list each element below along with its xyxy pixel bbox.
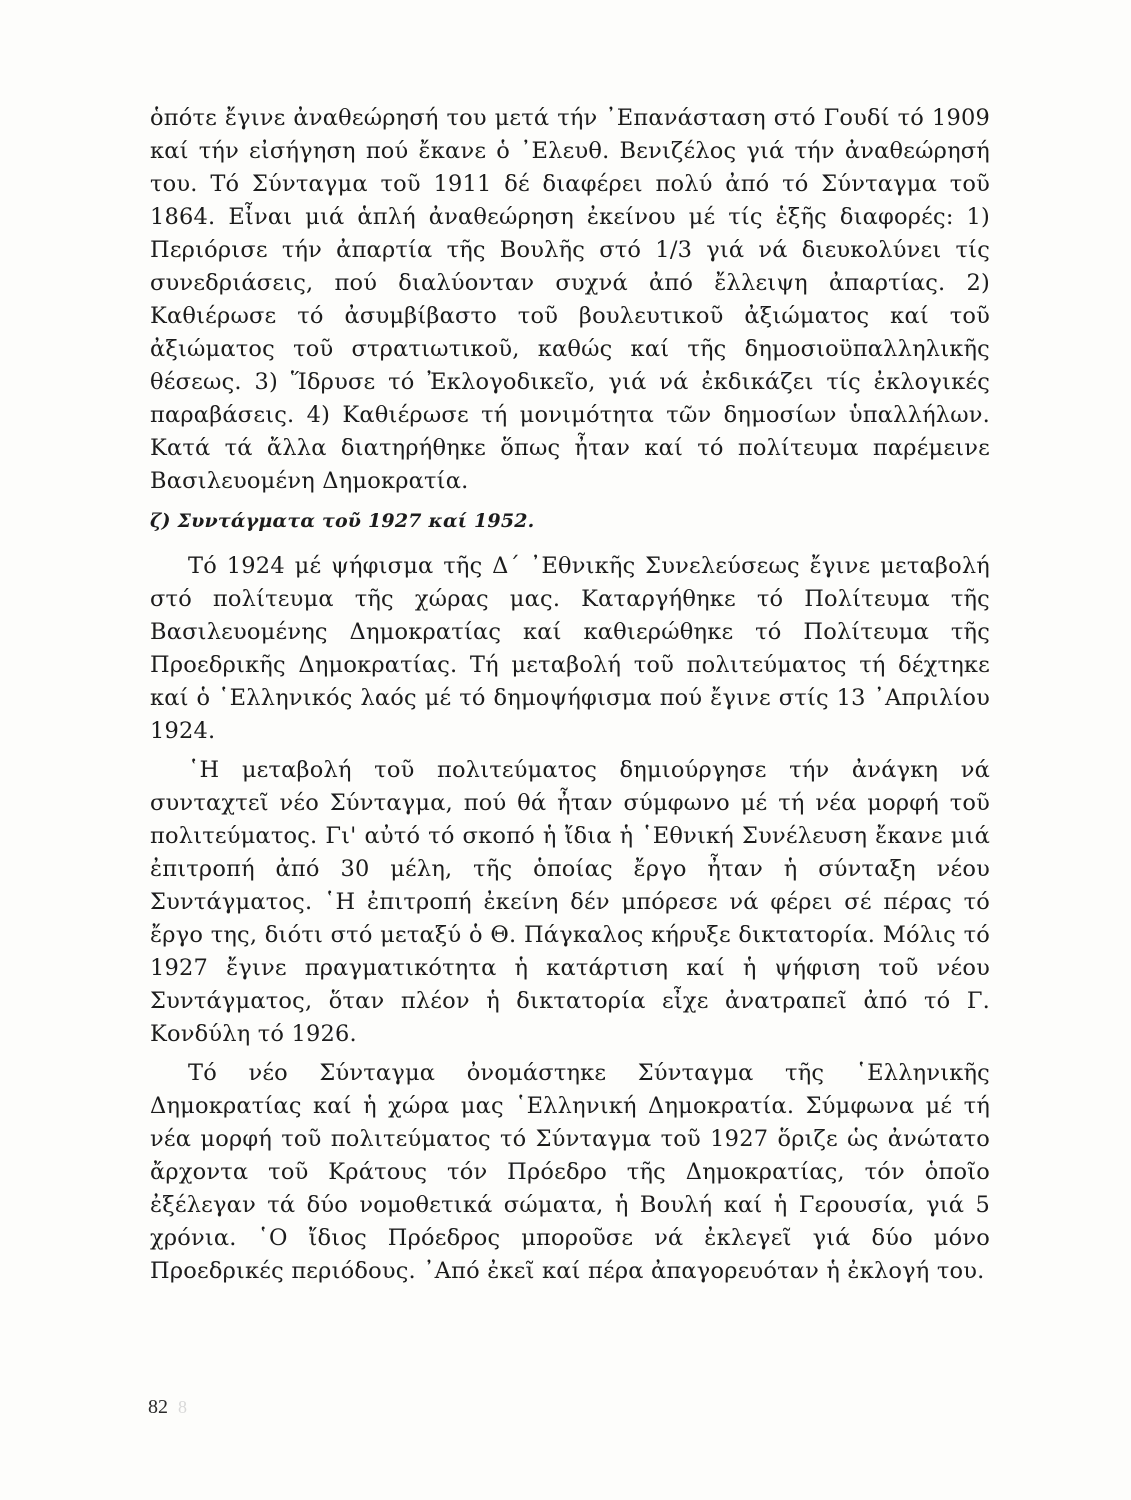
page-number: 82 bbox=[148, 1396, 168, 1418]
page-text-block bbox=[150, 102, 990, 1288]
paragraph-constitution-1911: ὁπότε ἔγινε ἀναθεώρησή του μετά τήν ᾿Επανάσταση στό Γουδί τό 1909 καί τήν εἰσήγηση πού ἔκανε ὁ ᾿Ελευθ. Βενιζέλος γιά τήν ἀναθεώρησή του. Τό Σύνταγμα τοῦ 1911 δέ διαφέρει πολύ ἀπό τό Σύνταγμα τοῦ 1864. Εἶναι μιά ἁπλή ἀναθεώρηση ἐκείνου μέ τίς ἑξῆς διαφορές: 1) Περιόρισε τήν ἀπαρτία τῆς Βουλῆς στό 1/3 γιά νά διευκολύνει τίς συνεδριάσεις, πού διαλύονταν συχνά ἀπό ἔλλειψη ἀπαρτίας. 2) Καθιέρωσε τό ἀσυμβίβαστο τοῦ βουλευτικοῦ ἀξιώματος καί τοῦ ἀξιώματος τοῦ στρατιωτικοῦ, καθώς καί τῆς δημοσιοϋπαλληλικῆς θέσεως. 3) Ἵδρυσε τό Ἐκλογοδικεῖο, γιά νά ἐκδικάζει τίς ἐκλογικές παραβάσεις. 4) Καθιέρωσε τή μονιμότητα τῶν δημοσίων ὑπαλλήλων. Κατά τά ἄλλα διατηρήθηκε ὅπως ἦταν καί τό πολίτευμα παρέμεινε Βασιλευομένη Δημοκρατία. bbox=[150, 105, 990, 494]
page-number-bleedthrough: 8 bbox=[178, 1397, 187, 1417]
section-heading: ζ) Συντάγματα τοῦ 1927 καί 1952. bbox=[150, 510, 535, 532]
paragraph-hellenic-republic: Τό νέο Σύνταγμα ὀνομάστηκε Σύνταγμα τῆς ῾Ελληνικῆς Δημοκρατίας καί ἡ χώρα μας ῾Ελληνική Δημοκρατία. Σύμφωνα μέ τή νέα μορφή τοῦ πολιτεύματος τό Σύνταγμα τοῦ 1927 ὅριζε ὡς ἀνώτατο ἄρχοντα τοῦ Κράτους τόν Πρόεδρο τῆς Δημοκρατίας, τόν ὁποῖο ἐξέλεγαν τά δύο νομοθετικά σώματα, ἡ Βουλή καί ἡ Γερουσία, γιά 5 χρόνια. ῾Ο ἴδιος Πρόεδρος μποροῦσε νά ἐκλεγεῖ γιά δύο μόνο Προεδρικές περιόδους. ᾿Από ἐκεῖ καί πέρα ἀπαγορευόταν ἡ ἐκλογή του. bbox=[150, 1060, 990, 1284]
paragraph-1924-change: Τό 1924 μέ ψήφισμα τῆς Δ΄ ᾿Εθνικῆς Συνελεύσεως ἔγινε μεταβολή στό πολίτευμα τῆς χώρας μας. Καταργήθηκε τό Πολίτευμα τῆς Βασιλευομένης Δημοκρατίας καί καθιερώθηκε τό Πολίτευμα τῆς Προεδρικῆς Δημοκρατίας. Τή μεταβολή τοῦ πολιτεύματος τή δέχτηκε καί ὁ ῾Ελληνικός λαός μέ τό δημοψήφισμα πού ἔγινε στίς 13 ᾿Απριλίου 1924. bbox=[150, 553, 990, 744]
paragraph-new-constitution: ῾Η μεταβολή τοῦ πολιτεύματος δημιούργησε τήν ἀνάγκη νά συνταχτεῖ νέο Σύνταγμα, πού θά ἦταν σύμφωνο μέ τή νέα μορφή τοῦ πολιτεύματος. Γι' αὐτό τό σκοπό ἡ ἴδια ἡ ῾Εθνική Συνέλευση ἔκανε μιά ἐπιτροπή ἀπό 30 μέλη, τῆς ὁποίας ἔργο ἦταν ἡ σύνταξη νέου Συντάγματος. ῾Η ἐπιτροπή ἐκείνη δέν μπόρεσε νά φέρει σέ πέρας τό ἔργο της, διότι στό μεταξύ ὁ Θ. Πάγκαλος κήρυξε δικτατορία. Μόλις τό 1927 ἔγινε πραγματικότητα ἡ κατάρτιση καί ἡ ψήφιση τοῦ νέου Συντάγματος, ὅταν πλέον ἡ δικτατορία εἶχε ἀνατραπεῖ ἀπό τό Γ. Κονδύλη τό 1926. bbox=[150, 757, 990, 1047]
